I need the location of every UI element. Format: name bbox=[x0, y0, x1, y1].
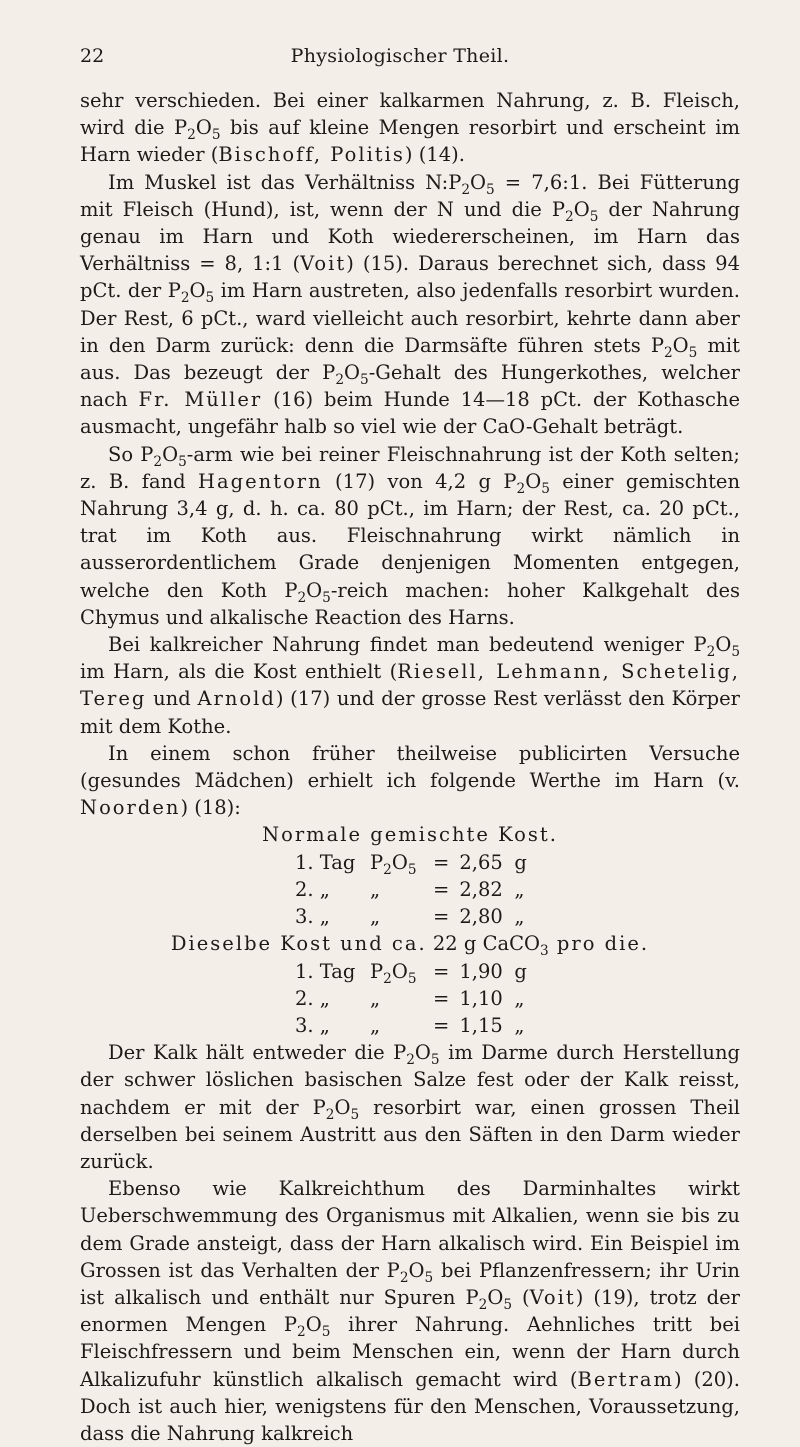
text-run: sehr verschieden. Bei einer kalkarmen Nahrung, z. B. Fleisch, wird die P bbox=[80, 89, 740, 140]
text-run: ) (17) und der grosse Rest verlässt den Körper mit dem Kothe. bbox=[80, 687, 740, 738]
text-run: O bbox=[414, 1041, 431, 1065]
day-cell: 2. „ bbox=[295, 877, 330, 901]
paragraph bbox=[80, 1175, 740, 1447]
author-name: Bertram bbox=[577, 1367, 674, 1391]
text-run: ( bbox=[512, 1285, 530, 1309]
equals-cell: = bbox=[433, 850, 450, 874]
text-run: im Harn austreten, also jedenfalls resorbirt wurden. Der Rest, 6 pCt., ward vielleicht auch resorbirt, kehrte dann aber in den Darm zurück: denn die Darmsäfte führen stets P bbox=[80, 279, 740, 357]
unit-cell: „ bbox=[514, 1013, 525, 1037]
paragraph bbox=[80, 1039, 740, 1175]
subscript: 2 bbox=[383, 861, 392, 878]
text-run: einer gemischten Nahrung 3,4 g, d. h. ca. 80 pCt., im Harn; der Rest, ca. 20 pCt., trat im Koth aus. Fleischnahrung wirkt nämlich in ausserordentlichem Grade denjenigen Momenten entgegen, welche den Koth P bbox=[80, 469, 741, 602]
day-cell: 1. Tag bbox=[295, 850, 356, 874]
text-run: O bbox=[672, 333, 689, 357]
formula-text: „ bbox=[370, 1013, 381, 1037]
day-cell: 2. „ bbox=[295, 986, 330, 1010]
table2-heading bbox=[80, 930, 740, 960]
table1-values bbox=[295, 849, 532, 931]
subscript: 2 bbox=[399, 1269, 409, 1286]
unit-cell: „ bbox=[514, 877, 525, 901]
formula-text: „ bbox=[370, 905, 381, 929]
text-run: Ebenso wie Kalkreichthum des Darminhaltes wirkt Ueberschwemmung des Organismus mit Alkalien, wenn sie bis zu dem Grade ansteigt, dass der Harn alkalisch wird. Ein Beispiel im Grossen ist das Verhalten der P bbox=[80, 1177, 740, 1282]
text-run: ) (18): bbox=[180, 796, 241, 820]
subscript: 2 bbox=[383, 970, 392, 987]
value-cell: 2,80 bbox=[459, 905, 503, 929]
author-name: Fr. Müller bbox=[138, 388, 263, 412]
value-cell: 1,10 bbox=[459, 986, 503, 1010]
author-name: Voit bbox=[529, 1285, 576, 1309]
equals-cell: = bbox=[433, 1013, 450, 1037]
text-run: Im Muskel ist das Verhältniss N:P bbox=[108, 170, 462, 194]
subscript: 5 bbox=[486, 181, 495, 198]
text-run: O bbox=[470, 170, 487, 194]
subscript: 5 bbox=[541, 480, 550, 497]
subscript: 2 bbox=[478, 1296, 488, 1313]
table-row bbox=[295, 849, 532, 876]
table2-heading-c: pro die. bbox=[548, 932, 650, 956]
subscript: 5 bbox=[360, 371, 369, 388]
text-run: mit aus. Das bezeugt der P bbox=[80, 333, 741, 385]
equals-cell: = bbox=[433, 959, 450, 983]
running-head: Physiologischer Theil. bbox=[290, 45, 510, 67]
table2-heading-sub: 3 bbox=[540, 943, 549, 960]
paragraph bbox=[80, 740, 740, 822]
subscript: 2 bbox=[565, 208, 574, 225]
text-run: O bbox=[306, 578, 323, 602]
subscript: 2 bbox=[461, 181, 471, 198]
table2-heading-b: 22 g CaCO bbox=[426, 932, 541, 956]
text-run: O bbox=[334, 1095, 351, 1119]
subscript: 2 bbox=[297, 1324, 306, 1341]
equals-cell: = bbox=[433, 986, 450, 1010]
text-run: ) (20). Doch ist auch hier, wenigstens für den Menschen, Voraussetzung, dass die Nahrung kalkreich bbox=[80, 1367, 740, 1445]
text-run: Bei kalkreicher Nahrung findet man bedeutend weniger P bbox=[108, 633, 707, 657]
equals-cell: = bbox=[433, 877, 450, 901]
text-block-top bbox=[80, 87, 740, 821]
paragraph bbox=[80, 441, 740, 631]
unit-cell: g bbox=[514, 959, 527, 983]
subscript: 5 bbox=[731, 643, 740, 660]
text-run: Der Kalk hält entweder die P bbox=[108, 1041, 407, 1065]
subscript: 5 bbox=[688, 344, 698, 361]
paragraph bbox=[80, 87, 740, 169]
page-header bbox=[60, 45, 740, 71]
unit-cell: g bbox=[514, 850, 527, 874]
text-run: ihrer Nahrung. Aehnliches tritt bei Fleischfressern und beim Menschen ein, wenn der Harn durch Alkalizufuhr künstlich alkalisch gemacht wird ( bbox=[80, 1313, 740, 1391]
subscript: 5 bbox=[407, 861, 417, 878]
value-cell: 2,82 bbox=[459, 877, 503, 901]
formula-text: „ bbox=[370, 986, 381, 1010]
text-run: O bbox=[195, 116, 212, 140]
text-run: (16) beim Hunde 14—18 pCt. der Kothasche ausmacht, ungefähr halb so viel wie der CaO-Gehalt beträgt. bbox=[80, 388, 740, 439]
text-run: O bbox=[162, 442, 179, 466]
page-number: 22 bbox=[80, 45, 105, 67]
subscript: 5 bbox=[407, 970, 417, 987]
day-cell: 3. „ bbox=[295, 905, 330, 929]
text-run: O bbox=[487, 1285, 504, 1309]
text-run: (17) von 4,2 g P bbox=[322, 469, 517, 493]
text-run: So P bbox=[108, 442, 154, 466]
text-run: resorbirt war, einen grossen Theil derselben bei seinem Austritt aus den Säften in den Darm wieder zurück. bbox=[80, 1095, 740, 1173]
subscript: 5 bbox=[424, 1269, 434, 1286]
table1-heading bbox=[80, 821, 740, 848]
value-cell: 2,65 bbox=[459, 850, 503, 874]
value-cell: 1,15 bbox=[459, 1013, 503, 1037]
text-run: O bbox=[344, 361, 360, 385]
day-cell: 1. Tag bbox=[295, 959, 356, 983]
subscript: 5 bbox=[205, 290, 215, 307]
formula-text: P bbox=[370, 959, 384, 983]
formula-cell bbox=[370, 1012, 423, 1039]
formula-text: O bbox=[391, 959, 408, 983]
subscript: 5 bbox=[350, 1106, 360, 1123]
text-run: ) (14). bbox=[404, 143, 465, 167]
text-run: im Harn, als die Kost enthielt ( bbox=[80, 660, 398, 684]
unit-cell: „ bbox=[514, 986, 525, 1010]
subscript: 2 bbox=[187, 127, 196, 144]
formula-cell bbox=[370, 876, 423, 903]
text-run: = 7,6:1. Bei Fütterung mit Fleisch (Hund), ist, wenn der N und die P bbox=[80, 170, 740, 221]
table2-values bbox=[295, 958, 532, 1040]
text-block-bottom bbox=[80, 1039, 740, 1447]
table-row bbox=[295, 985, 532, 1012]
value-cell: 1,90 bbox=[459, 959, 503, 983]
subscript: 2 bbox=[663, 344, 673, 361]
text-run: O bbox=[525, 469, 542, 493]
text-run: -Gehalt des Hungerkothes, welcher nach bbox=[80, 361, 741, 412]
subscript: 5 bbox=[178, 453, 187, 470]
text-run: bis auf kleine Mengen resorbirt und erscheint im Harn wieder ( bbox=[80, 116, 740, 167]
formula-text: O bbox=[391, 850, 408, 874]
subscript: 5 bbox=[322, 589, 331, 606]
text-run: ) (15). Daraus berechnet sich, dass 94 pCt. der P bbox=[80, 252, 740, 303]
text-run: O bbox=[573, 197, 590, 221]
page-body bbox=[80, 87, 740, 1447]
formula-cell bbox=[370, 849, 423, 876]
subscript: 2 bbox=[297, 589, 307, 606]
author-name: Hagentorn bbox=[198, 469, 323, 493]
subscript: 5 bbox=[589, 208, 599, 225]
subscript: 2 bbox=[706, 643, 716, 660]
subscript: 5 bbox=[503, 1296, 512, 1313]
subscript: 2 bbox=[325, 1106, 335, 1123]
formula-cell bbox=[370, 903, 423, 930]
paragraph bbox=[80, 169, 740, 441]
text-run: -reich machen: hoher Kalkgehalt des Chymus und alkalische Reaction des Harns. bbox=[80, 578, 740, 629]
unit-cell: „ bbox=[514, 905, 525, 929]
text-run: der Nahrung genau im Harn und Koth wiedererscheinen, im Harn das Verhältniss = 8, 1:1 ( bbox=[80, 197, 740, 276]
table-row bbox=[295, 958, 532, 985]
subscript: 2 bbox=[406, 1052, 415, 1068]
subscript: 2 bbox=[335, 371, 344, 388]
text-run: O bbox=[305, 1313, 322, 1337]
subscript: 2 bbox=[153, 453, 163, 470]
text-run: bei Pflanzenfressern; ihr Urin ist alkalisch und enthält nur Spuren P bbox=[80, 1258, 740, 1309]
text-run: O bbox=[189, 279, 206, 303]
table2-heading-a: Dieselbe Kost und ca. bbox=[170, 932, 427, 956]
equals-cell: = bbox=[433, 905, 450, 929]
formula-cell bbox=[370, 958, 423, 985]
table-row bbox=[295, 1012, 532, 1039]
author-name: Voit bbox=[300, 252, 347, 276]
author-name: Riesell, Lehmann, Schetelig, Tereg bbox=[80, 660, 740, 711]
table1-heading-text: Normale gemischte Kost. bbox=[262, 823, 558, 847]
text-run: im Darme durch Herstellung der schwer löslichen basischen Salze fest oder der Kalk reisst, nachdem er mit der P bbox=[80, 1041, 740, 1119]
subscript: 5 bbox=[430, 1052, 440, 1068]
paragraph bbox=[80, 631, 740, 740]
text-run: O bbox=[408, 1258, 425, 1282]
author-name: Arnold bbox=[197, 687, 276, 711]
author-name: Bischoff, Politis bbox=[218, 143, 405, 167]
table-row bbox=[295, 876, 532, 903]
table-row bbox=[295, 903, 532, 930]
text-run: In einem schon früher theilweise publicirten Versuche (gesundes Mädchen) erhielt ich folgende Werthe im Harn (v. bbox=[80, 741, 740, 793]
subscript: 5 bbox=[321, 1324, 331, 1341]
text-run: und bbox=[146, 687, 198, 711]
subscript: 2 bbox=[516, 480, 526, 497]
formula-text: „ bbox=[370, 877, 381, 901]
formula-text: P bbox=[370, 850, 384, 874]
subscript: 5 bbox=[211, 127, 221, 144]
text-run: -arm wie bei reiner Fleischnahrung ist der Koth selten; z. B. fand bbox=[80, 442, 740, 493]
day-cell: 3. „ bbox=[295, 1013, 330, 1037]
author-name: Noorden bbox=[80, 796, 181, 820]
text-run: O bbox=[715, 633, 732, 657]
subscript: 2 bbox=[180, 290, 190, 307]
formula-cell bbox=[370, 985, 423, 1012]
text-run: ) (19), trotz der enormen Mengen P bbox=[80, 1285, 740, 1337]
